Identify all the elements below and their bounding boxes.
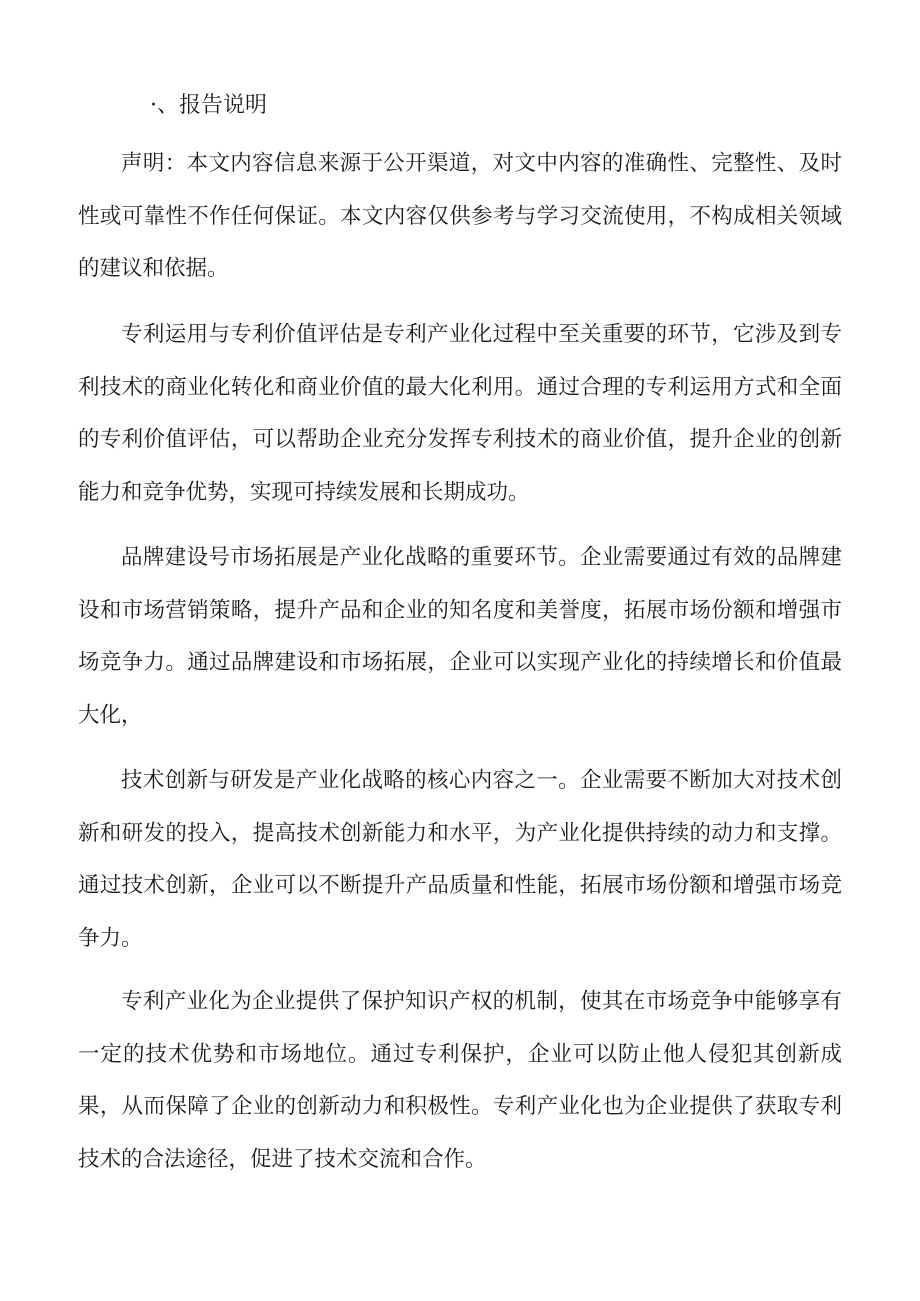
paragraph-patent-protection: 专利产业化为企业提供了保护知识产权的机制，使其在市场竞争中能够享有一定的技术优势和市场地位。通过专利保护，企业可以防止他人侵犯其创新成果，从而保障了企业的创新动力和积极性。专利产业化也为企业提供了获取专利技术的合法途径，促进了技术交流和合作。 [78,989,842,1172]
paragraph-patent-valuation: 专利运用与专利价值评估是专利产业化过程中至关重要的环节，它涉及到专利技术的商业化转化和商业价值的最大化利用。通过合理的专利运用方式和全面的专利价值评估，可以帮助企业充分发挥专利技术的商业价值，提升企业的创新能力和竞争优势，实现可持续发展和长期成功。 [78,322,842,505]
section-heading: ·、报告说明 [150,93,267,118]
paragraph-disclaimer: 声明：本文内容信息来源于公开渠道，对文中内容的准确性、完整性、及时性或可靠性不作任何保证。本文内容仅供参考与学习交流使用，不构成相关领域的建议和依据。 [78,151,842,281]
paragraph-brand-market: 品牌建设号市场拓展是产业化战略的重要环节。企业需要通过有效的品牌建设和市场营销策略，提升产品和企业的知名度和美誉度，拓展市场份额和增强市场竞争力。通过品牌建设和市场拓展，企业可以实现产业化的持续增长和价值最大化， [78,545,842,728]
paragraph-tech-innovation: 技术创新与研发是产业化战略的核心内容之一。企业需要不断加大对技术创新和研发的投入，提高技术创新能力和水平，为产业化提供持续的动力和支撑。通过技术创新，企业可以不断提升产品质量和性能，拓展市场份额和增强市场竞争力。 [78,768,842,951]
